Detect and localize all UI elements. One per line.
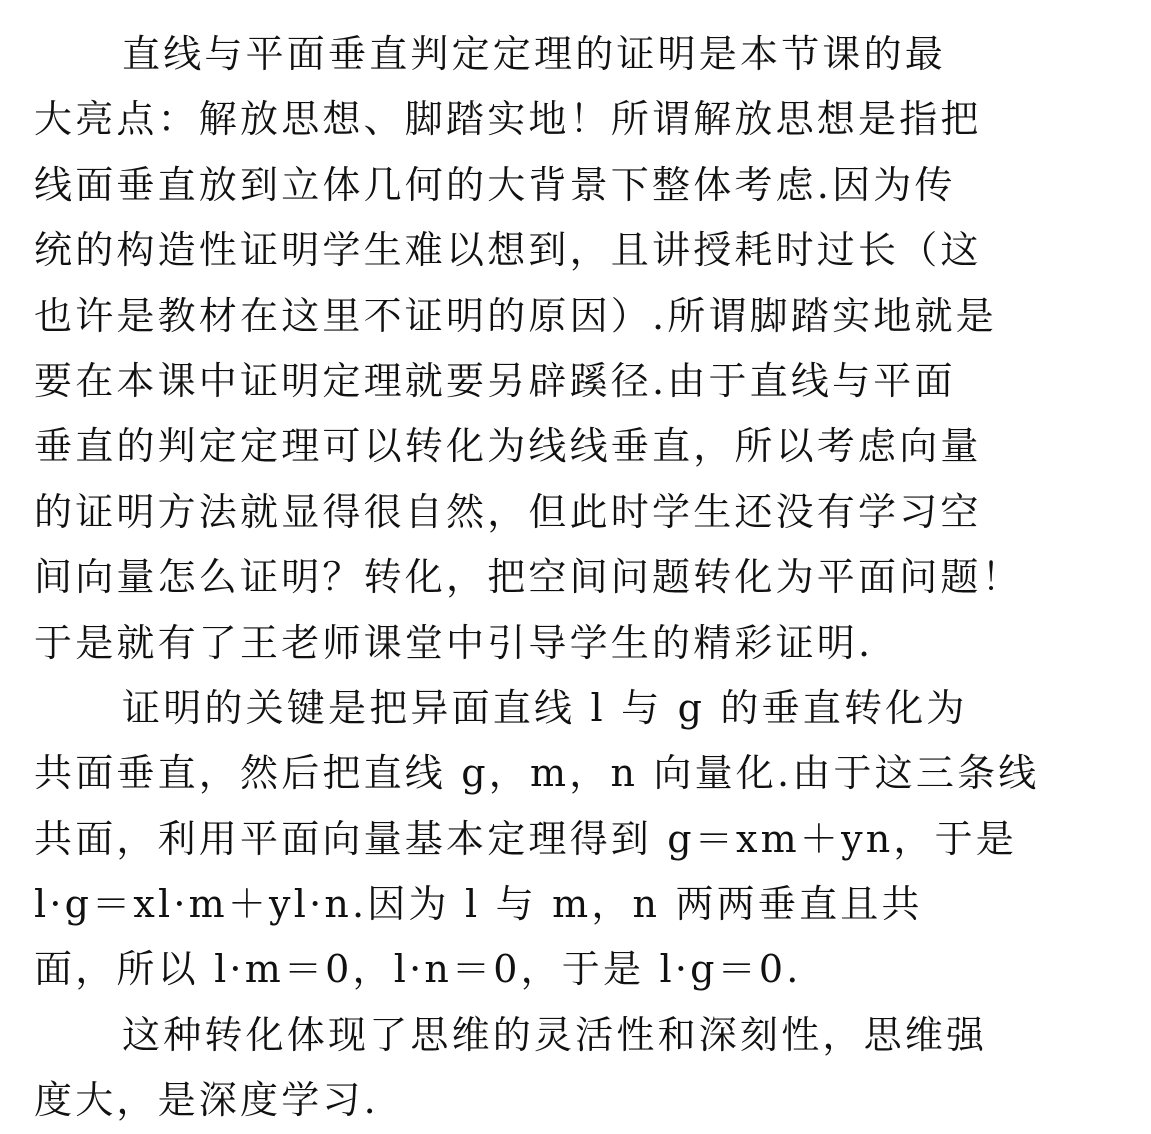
text-line: 线面垂直放到立体几何的大背景下整体考虑.因为传 [34, 162, 956, 207]
text-line: 这种转化体现了思维的灵活性和深刻性，思维强 [122, 1012, 988, 1057]
paragraph-2 [34, 676, 1056, 1003]
text-line: 也许是教材在这里不证明的原因）.所谓脚踏实地就是 [34, 293, 997, 338]
text-line: 证明的关键是把异面直线 l 与 g 的垂直转化为 [122, 685, 968, 730]
text-line: 要在本课中证明定理就要另辟蹊径.由于直线与平面 [34, 358, 956, 403]
text-line: l·g＝xl·m＋yl·n.因为 l 与 m，n 两两垂直且共 [34, 882, 923, 927]
text-line: 度大，是深度学习. [34, 1078, 379, 1123]
text-line: 直线与平面垂直判定定理的证明是本节课的最 [122, 32, 947, 76]
text-line: 面，所以 l·m＝0，l·n＝0，于是 l·g＝0. [34, 947, 802, 992]
text-line: 的证明方法就显得很自然，但此时学生还没有学习空 [34, 489, 982, 534]
text-line: 于是就有了王老师课堂中引导学生的精彩证明. [34, 620, 874, 665]
text-line: 间向量怎么证明？转化，把空间问题转化为平面问题！ [34, 555, 1023, 600]
text-line: 共面，利用平面向量基本定理得到 g＝xm＋yn，于是 [34, 816, 1018, 861]
paragraph-1 [34, 22, 1056, 676]
text-line: 统的构造性证明学生难以想到，且讲授耗时过长（这 [34, 228, 982, 273]
text-line: 大亮点：解放思想、脚踏实地！所谓解放思想是指把 [34, 97, 982, 142]
text-line: 共面垂直，然后把直线 g，m，n 向量化.由于这三条线 [34, 751, 1040, 796]
paragraph-3 [34, 1003, 1056, 1134]
text-line: 垂直的判定定理可以转化为线线垂直，所以考虑向量 [34, 424, 982, 469]
